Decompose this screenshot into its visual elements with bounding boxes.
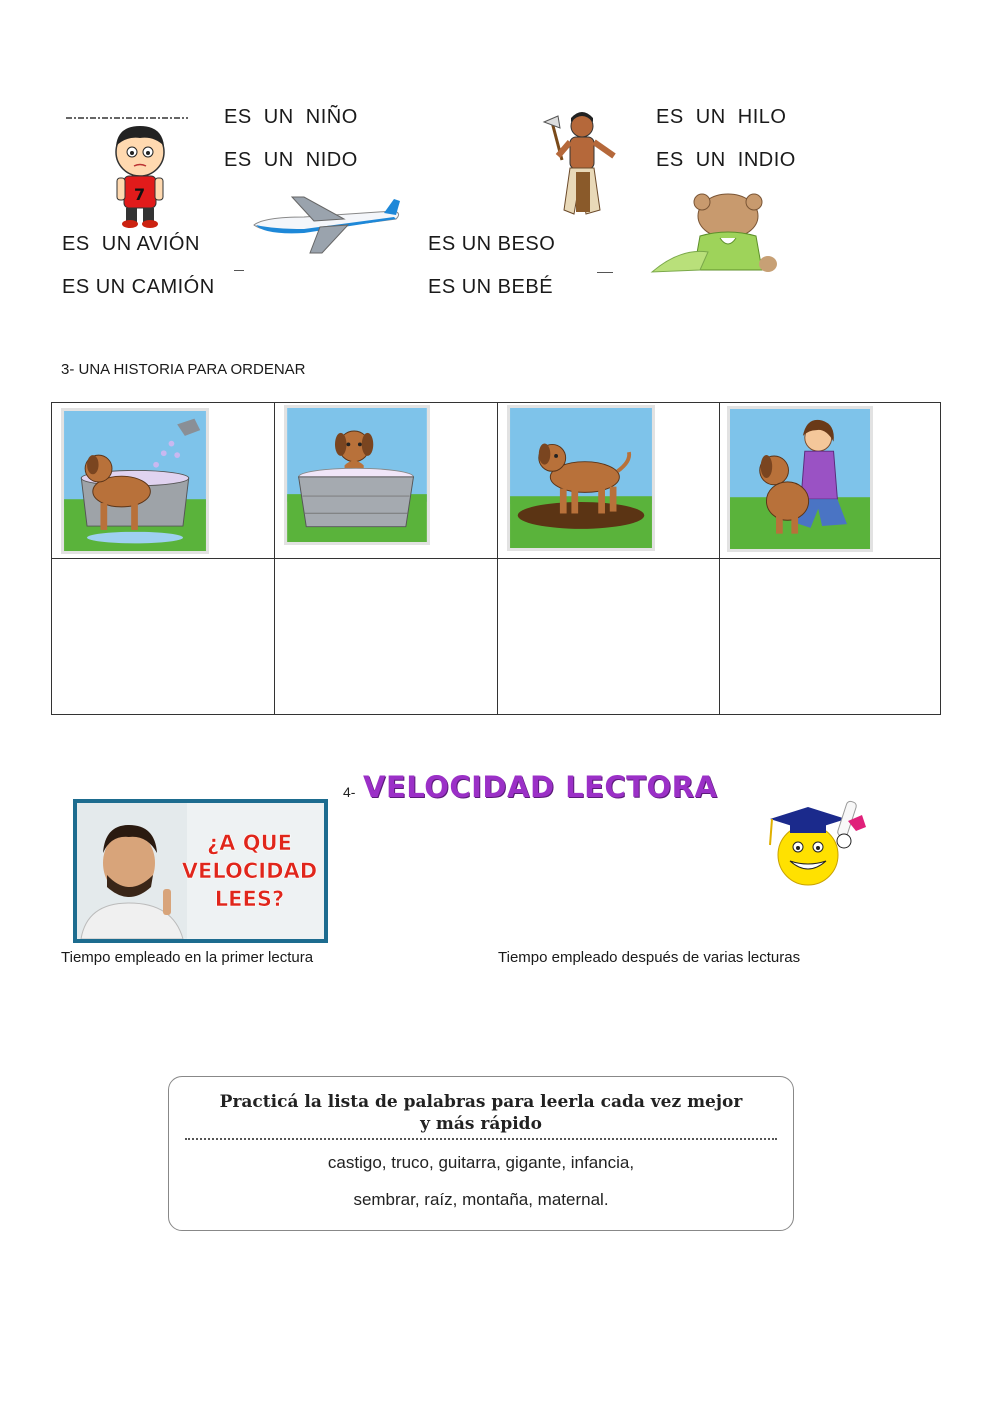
section4-number: 4-	[343, 784, 356, 800]
word-avion: ES UN AVIÓN	[62, 233, 200, 255]
practice-title-line: y más rápido	[420, 1114, 542, 1134]
dotted-divider	[185, 1138, 777, 1140]
indio-illustration	[540, 110, 625, 218]
practice-box	[168, 1076, 794, 1231]
graduate-smiley-illustration	[762, 793, 874, 893]
section3-heading: 3- UNA HISTORIA PARA ORDENAR	[61, 361, 306, 378]
word-indio: ES UN INDIO	[656, 149, 796, 171]
story-picture-4	[727, 406, 873, 552]
story-picture-2	[284, 405, 430, 545]
answer-cell-2[interactable]	[275, 559, 497, 715]
label-first-reading: Tiempo empleado en la primer lectura	[61, 949, 314, 966]
story-picture-3	[507, 405, 655, 551]
word-nido: ES UN NIDO	[224, 149, 358, 171]
practice-words-line-1: castigo, truco, guitarra, gigante, infancia,	[327, 1153, 635, 1172]
baby-illustration	[650, 192, 782, 276]
boy-illustration	[62, 108, 192, 230]
answer-cell-4[interactable]	[720, 559, 941, 715]
section4-title: VELOCIDAD LECTORA	[363, 770, 718, 804]
answer-cell-3[interactable]	[498, 559, 719, 715]
reading-speed-thumbnail	[73, 799, 328, 943]
story-picture-1	[61, 408, 209, 554]
practice-title-line: Practicá la lista de palabras para leerla cada vez mejor	[219, 1092, 743, 1112]
practice-title	[169, 1091, 793, 1135]
word-nino: ES UN NIÑO	[224, 106, 358, 128]
label-after-readings: Tiempo empleado después de varias lecturas	[498, 949, 801, 966]
word-camion: ES UN CAMIÓN	[62, 276, 215, 298]
thumbnail-line: ¿A QUE	[207, 831, 292, 855]
divider-dash	[234, 270, 244, 271]
thumbnail-caption	[177, 829, 322, 913]
airplane-illustration	[244, 193, 402, 257]
word-beso: ES UN BESO	[428, 233, 556, 255]
presenter-photo	[77, 803, 187, 939]
thumbnail-line: VELOCIDAD	[181, 859, 318, 883]
answer-cell-1[interactable]	[52, 559, 274, 715]
practice-words-line-2: sembrar, raíz, montaña, maternal.	[353, 1190, 609, 1209]
thumbnail-line: LEES?	[214, 887, 285, 911]
divider-dash	[597, 272, 613, 273]
word-bebe: ES UN BEBÉ	[428, 276, 554, 298]
svg-text:7: 7	[134, 185, 146, 204]
word-hilo: ES UN HILO	[656, 106, 787, 128]
